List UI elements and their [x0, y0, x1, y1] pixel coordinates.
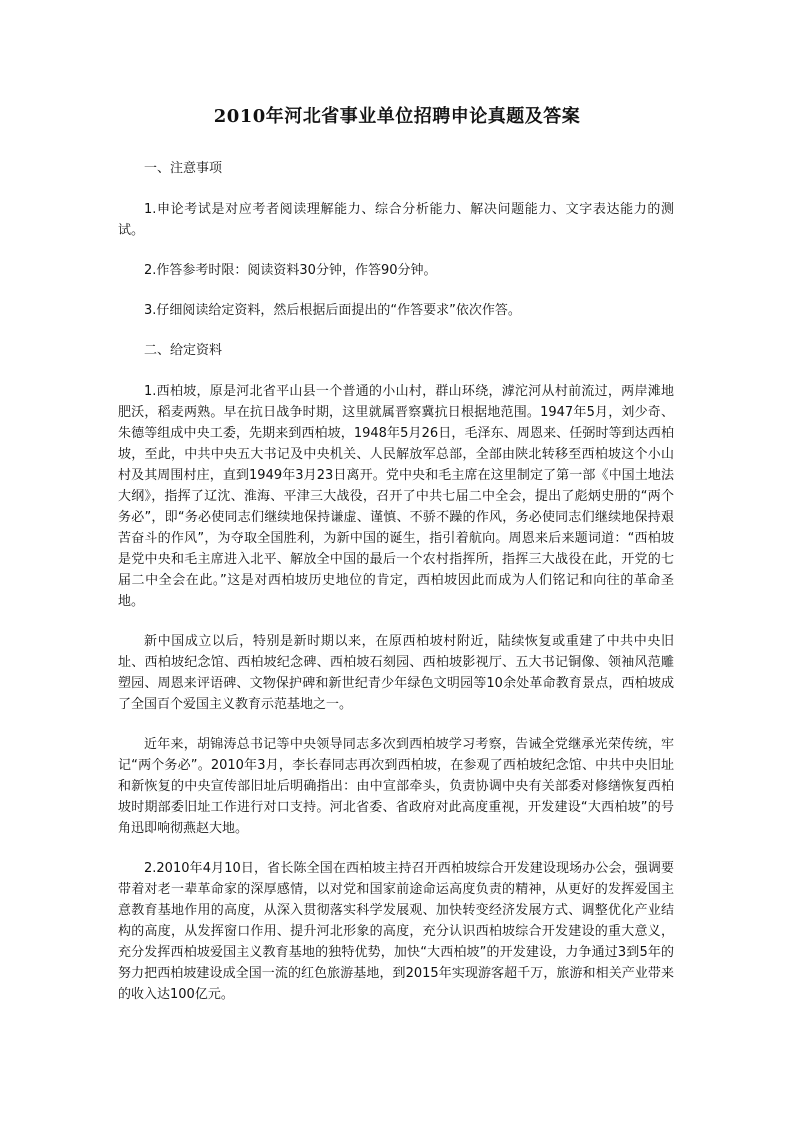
document-body — [118, 158, 674, 1024]
notes-item-1: 1.申论考试是对应考者阅读理解能力、综合分析能力、解决问题能力、文字表达能力的测试。 — [118, 202, 674, 238]
section-heading-materials: 二、给定资料 — [144, 343, 223, 358]
material-paragraph-2: 新中国成立以后，特别是新时期以来，在原西柏坡村附近，陆续恢复或重建了中共中央旧址、西柏坡纪念馆、西柏坡纪念碑、西柏坡石刻园、西柏坡影视厅、五大书记铜像、领袖风范雕塑园、周恩来评语碑、文物保护碑和新世纪青少年绿色文明园等10余处革命教育景点，西柏坡成了全国百个爱国主义教育示范基地之一。 — [118, 634, 674, 712]
notes-item-2: 2.作答参考时限：阅读资料30分钟，作答90分钟。 — [144, 263, 437, 278]
material-paragraph-4: 2.2010年4月10日，省长陈全国在西柏坡主持召开西柏坡综合开发建设现场办公会，强调要带着对老一辈革命家的深厚感情，以对党和国家前途命运高度负责的精神，从更好的发挥爱国主意教育基地作用的高度，从深入贯彻落实科学发展观、加快转变经济发展方式、调整优化产业结构的高度，从发挥窗口作用、提升河北形象的高度，充分认识西柏坡综合开发建设的重大意义，充分发挥西柏坡爱国主义教育基地的独特优势，加快“大西柏坡”的开发建设，力争通过3到5年的努力把西柏坡建设成全国一流的红色旅游基地，到2015年实现游客超千万，旅游和相关产业带来的收入达100亿元。 — [118, 861, 674, 1002]
document-title: 2010年河北省事业单位招聘申论真题及答案 — [213, 106, 581, 127]
section-heading-notes: 一、注意事项 — [144, 161, 223, 176]
notes-item-3: 3.仔细阅读给定资料，然后根据后面提出的“作答要求”依次作答。 — [144, 303, 521, 318]
material-paragraph-3: 近年来，胡锦涛总书记等中央领导同志多次到西柏坡学习考察，告诫全党继承光荣传统，牢记“两个务必”。2010年3月，李长春同志再次到西柏坡，在参观了西柏坡纪念馆、中共中央旧址和新恢复的中央宣传部旧址后明确指出：由中宣部牵头，负责协调中央有关部委对修缮恢复西柏坡时期部委旧址工作进行对口支持。河北省委、省政府对此高度重视，开发建设“大西柏坡”的号角迅即响彻燕赵大地。 — [118, 737, 674, 836]
material-paragraph-1: 1.西柏坡，原是河北省平山县一个普通的小山村，群山环绕，滹沱河从村前流过，两岸滩地肥沃，稻麦两熟。早在抗日战争时期，这里就属晋察冀抗日根据地范围。1947年5月，刘少奇、朱德等组成中央工委，先期来到西柏坡，1948年5月26日，毛泽东、周恩来、任弼时等到达西柏坡，至此，中共中央五大书记及中央机关、人民解放军总部，全部由陕北转移至西柏坡这个小山村及其周围村庄，直到1949年3月23日离开。党中央和毛主席在这里制定了第一部《中国土地法大纲》，指挥了辽沈、淮海、平津三大战役，召开了中共七届二中全会，提出了彪炳史册的“两个务必”，即“务必使同志们继续地保持谦虚、谨慎、不骄不躁的作风，务必使同志们继续地保持艰苦奋斗的作风”，为夺取全国胜利，为新中国的诞生，指引着航向。周恩来后来题词道：“西柏坡是党中央和毛主席进入北平、解放全中国的最后一个农村指挥所，指挥三大战役在此，开党的七届二中全会在此。”这是对西柏坡历史地位的肯定，西柏坡因此而成为人们铭记和向往的革命圣地。 — [118, 384, 674, 609]
